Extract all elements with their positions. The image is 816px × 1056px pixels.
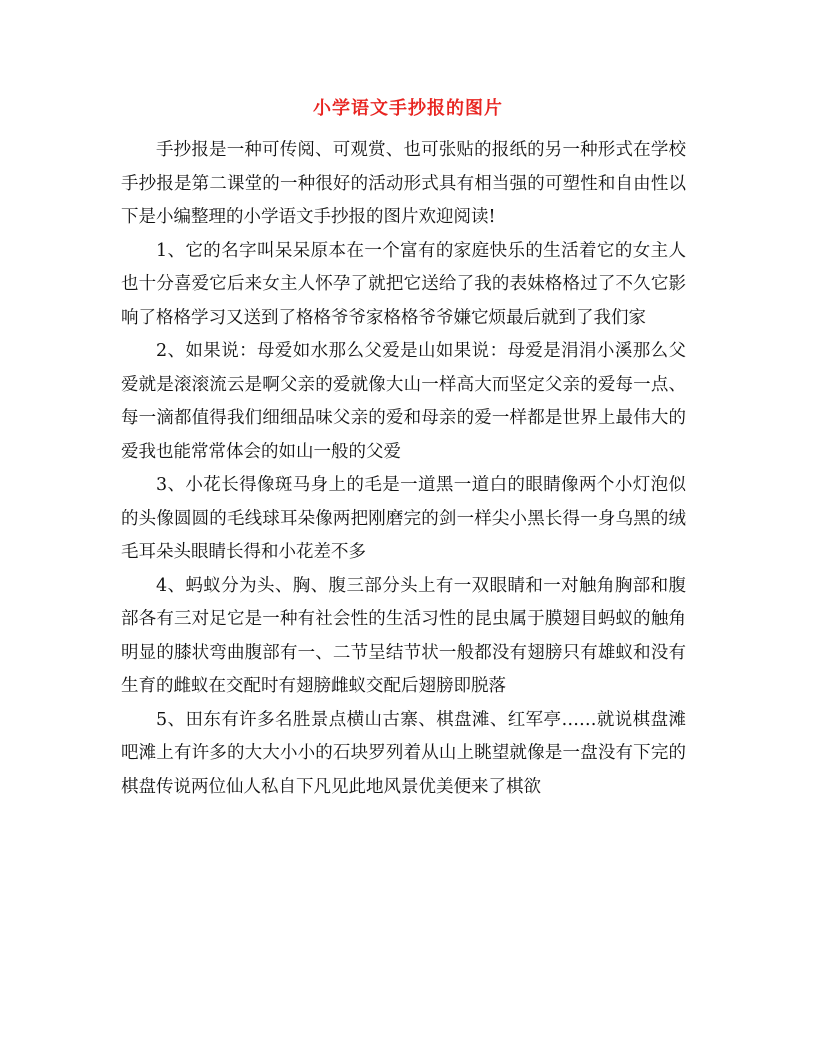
paragraph-4: 4、蚂蚁分为头、胸、腹三部分头上有一双眼睛和一对触角胸部和腹部各有三对足它是一种有社会性的生活习性的昆虫属于膜翅目蚂蚁的触角明显的膝状弯曲腹部有一、二节呈结节状一般都没有翅膀只有雄蚁和没有生育的雌蚁在交配时有翅膀雌蚁交配后翅膀即脱落 [121, 575, 686, 696]
document-body [121, 134, 686, 804]
paragraph-3: 3、小花长得像斑马身上的毛是一道黑一道白的眼睛像两个小灯泡似的头像圆圆的毛线球耳朵像两把刚磨完的剑一样尖小黑长得一身乌黑的绒毛耳朵头眼睛长得和小花差不多 [121, 475, 686, 562]
paragraph-intro: 手抄报是一种可传阅、可观赏、也可张贴的报纸的另一种形式在学校手抄报是第二课堂的一种很好的活动形式具有相当强的可塑性和自由性以下是小编整理的小学语文手抄报的图片欢迎阅读! [121, 140, 686, 227]
paragraph-2: 2、如果说：母爱如水那么父爱是山如果说：母爱是涓涓小溪那么父爱就是滚滚流云是啊父亲的爱就像大山一样高大而坚定父亲的爱每一点、每一滴都值得我们细细品味父亲的爱和母亲的爱一样都是世界上最伟大的爱我也能常常体会的如山一般的父爱 [121, 341, 686, 462]
document-title: 小学语文手抄报的图片 [313, 98, 503, 119]
paragraph-5: 5、田东有许多名胜景点横山古寨、棋盘滩、红军亭……就说棋盘滩吧滩上有许多的大大小小的石块罗列着从山上眺望就像是一盘没有下完的棋盘传说两位仙人私自下凡见此地风景优美便来了棋欲 [121, 709, 686, 797]
paragraph-1: 1、它的名字叫呆呆原本在一个富有的家庭快乐的生活着它的女主人也十分喜爱它后来女主人怀孕了就把它送给了我的表妹格格过了不久它影响了格格学习又送到了格格爷爷家格格爷爷嫌它烦最后就到了我们家 [121, 240, 686, 328]
